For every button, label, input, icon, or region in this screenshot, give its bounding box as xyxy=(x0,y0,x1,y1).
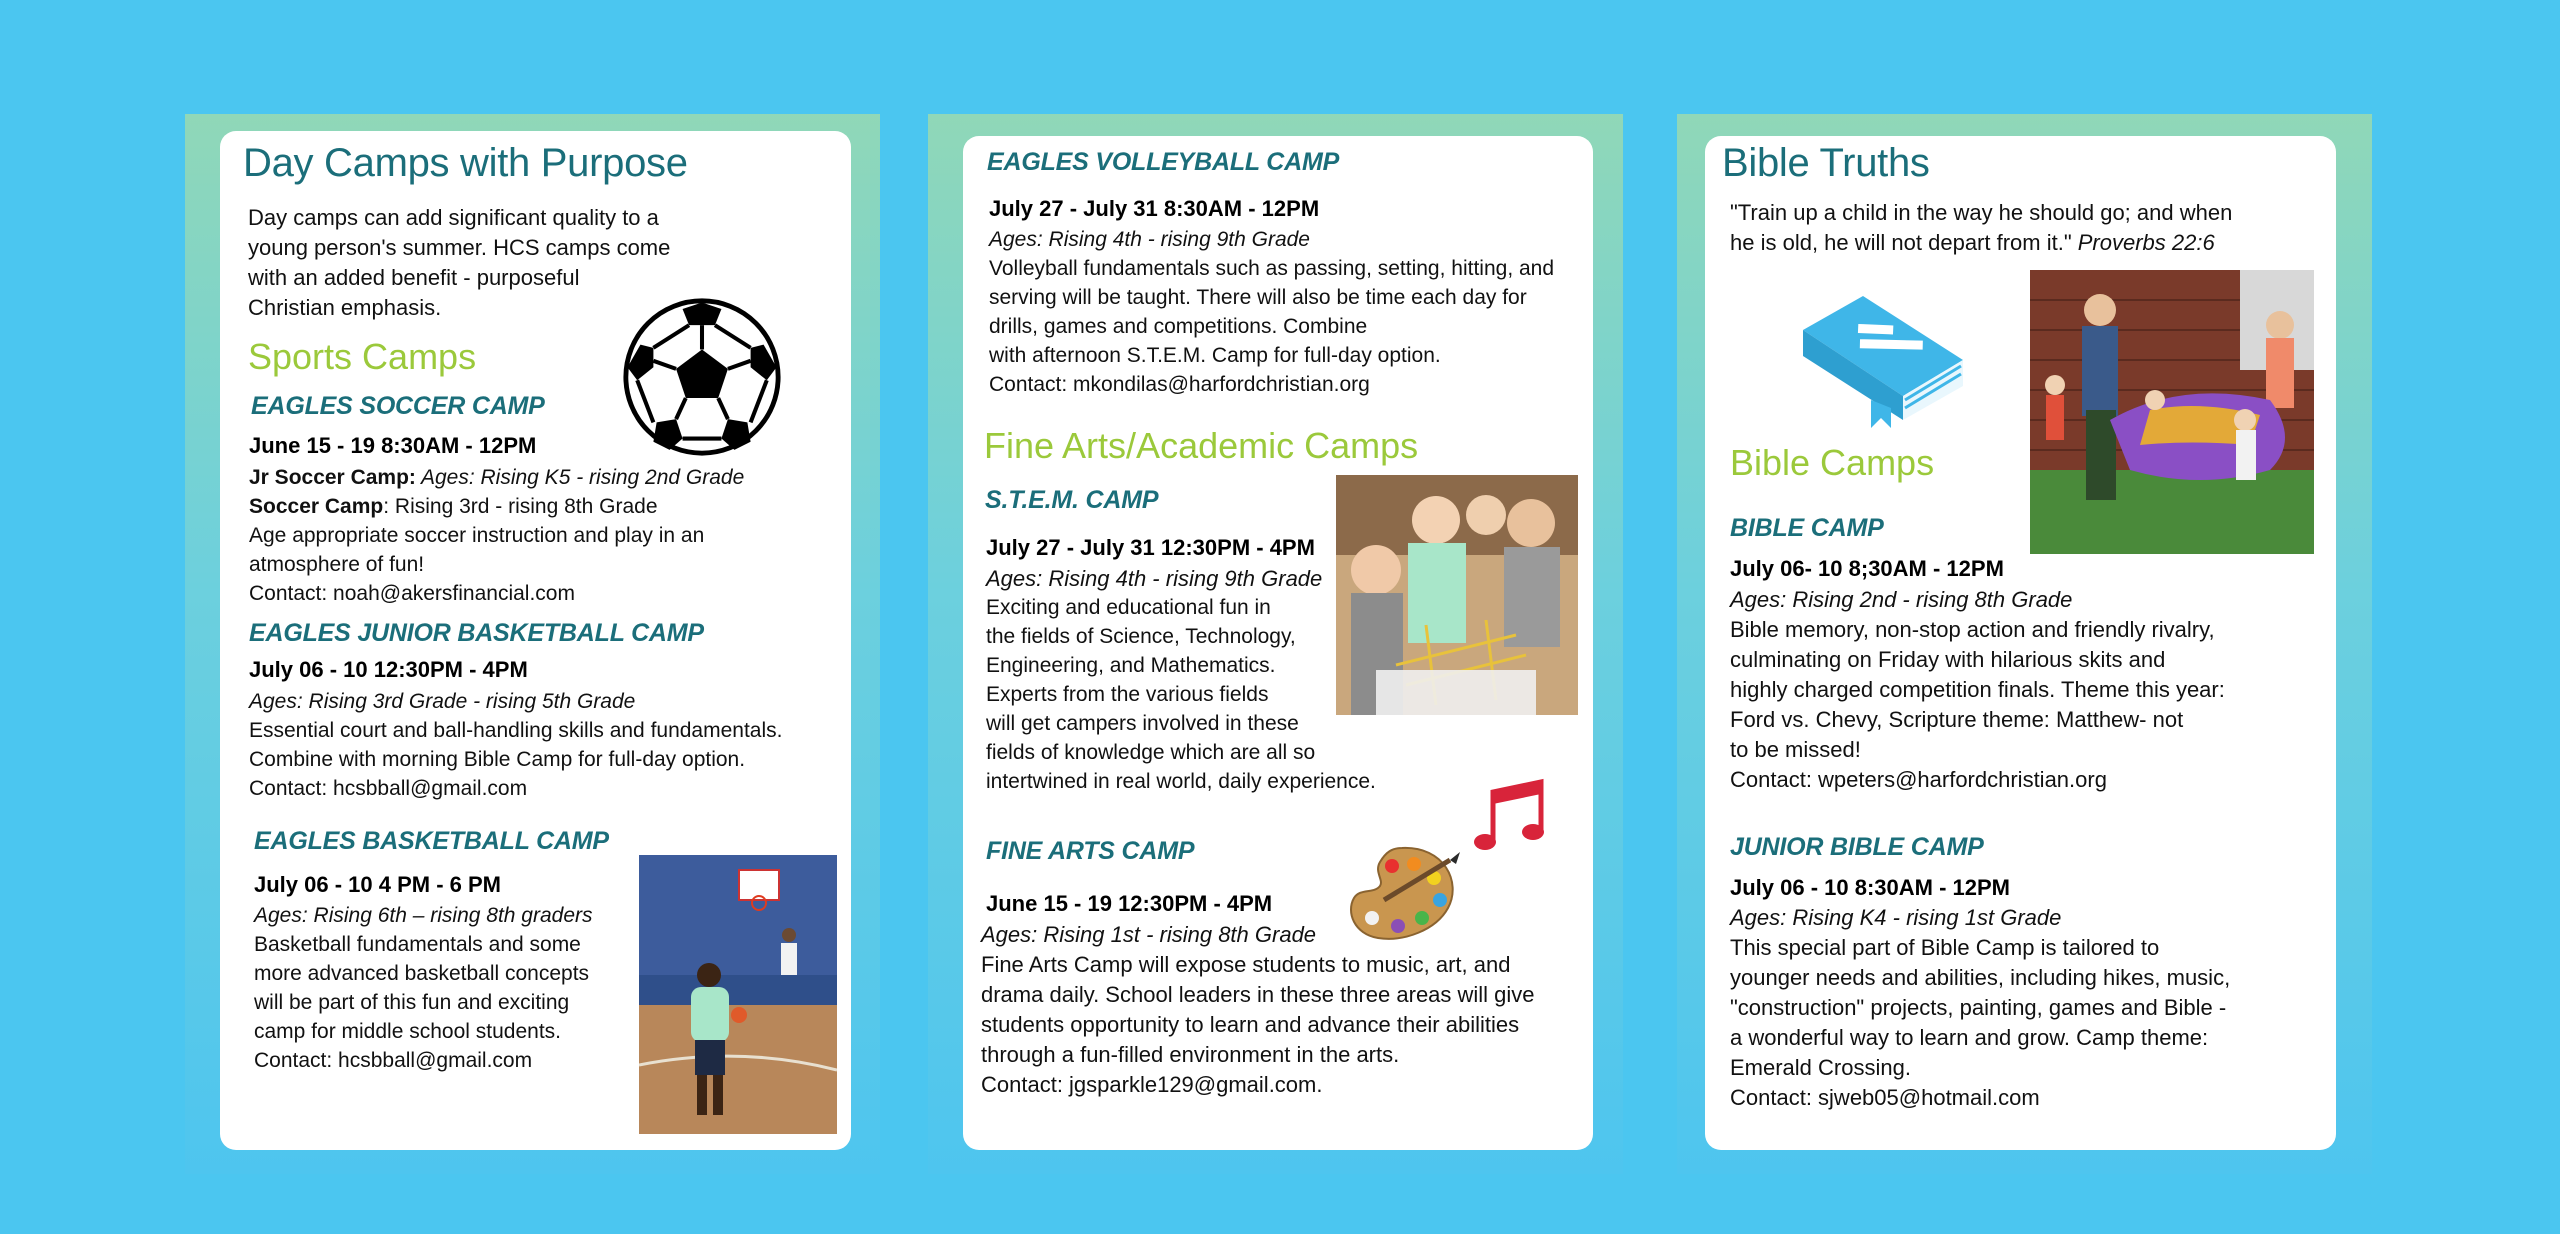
soccer-contact: Contact: noah@akersfinancial.com xyxy=(249,582,575,605)
fine-arts-details xyxy=(981,920,1535,1100)
bible-quote xyxy=(1730,198,2232,258)
bible-desc-line: highly charged competition finals. Theme this year: xyxy=(1730,677,2225,702)
bible-camp-date: July 06- 10 8;30AM - 12PM xyxy=(1730,556,2004,581)
jr-bible-camp-title: JUNIOR BIBLE CAMP xyxy=(1730,833,1984,861)
stem-details xyxy=(986,564,1376,796)
intro-line: Day camps can add significant quality to a xyxy=(248,205,659,230)
basketball-camp-date: July 06 - 10 4 PM - 6 PM xyxy=(254,872,501,897)
stem-ages: Ages: Rising 4th - rising 9th Grade xyxy=(986,566,1323,591)
volleyball-desc-line: with afternoon S.T.E.M. Camp for full-day option. xyxy=(989,344,1441,367)
jr-bible-camp-date: July 06 - 10 8:30AM - 12PM xyxy=(1730,875,2011,900)
basketball-contact: Contact: hcsbball@gmail.com xyxy=(254,1049,533,1072)
stem-desc-line: Engineering, and Mathematics. xyxy=(986,654,1276,677)
intro-text xyxy=(248,203,670,323)
volleyball-ages: Ages: Rising 4th - rising 9th Grade xyxy=(989,228,1310,251)
bible-camp-contact: Contact: wpeters@harfordchristian.org xyxy=(1730,767,2107,792)
bible-truths-title: Bible Truths xyxy=(1722,141,1930,185)
jr-bible-desc-line: "construction" projects, painting, games and Bible - xyxy=(1730,995,2227,1020)
volleyball-details xyxy=(989,225,1554,399)
sports-camps-heading: Sports Camps xyxy=(248,336,477,377)
jr-basketball-desc-line: Essential court and ball-handling skills and fundamentals. xyxy=(249,719,783,742)
jr-bible-ages: Ages: Rising K4 - rising 1st Grade xyxy=(1730,905,2062,930)
fine-arts-contact: Contact: jgsparkle129@gmail.com. xyxy=(981,1072,1323,1097)
page-title: Day Camps with Purpose xyxy=(243,141,688,185)
fine-arts-desc-line: students opportunity to learn and advance their abilities xyxy=(981,1012,1520,1037)
bible-camp-details xyxy=(1730,585,2225,795)
jr-basketball-ages: Ages: Rising 3rd Grade - rising 5th Grade xyxy=(249,690,636,713)
fine-arts-camp-title: FINE ARTS CAMP xyxy=(986,837,1195,865)
volleyball-desc-line: Volleyball fundamentals such as passing, setting, hitting, and xyxy=(989,257,1555,280)
stem-desc-line: Experts from the various fields xyxy=(986,683,1269,706)
jr-basketball-camp-date: July 06 - 10 12:30PM - 4PM xyxy=(249,657,528,682)
fine-arts-desc-line: through a fun-filled environment in the arts. xyxy=(981,1042,1400,1067)
jr-basketball-details xyxy=(249,687,782,803)
soccer-ball-icon xyxy=(621,296,783,458)
quote-reference: Proverbs 22:6 xyxy=(2071,230,2215,255)
children-photo xyxy=(2030,270,2314,554)
quote-line: "Train up a child in the way he should go; and when xyxy=(1730,200,2233,225)
activities-card xyxy=(963,136,1593,1150)
intro-line: young person's summer. HCS camps come xyxy=(248,235,671,260)
stem-desc-line: intertwined in real world, daily experience. xyxy=(986,770,1376,793)
basketball-desc-line: will be part of this fun and exciting xyxy=(254,991,570,1014)
volleyball-camp-title: EAGLES VOLLEYBALL CAMP xyxy=(987,148,1340,176)
basketball-ages: Ages: Rising 6th – rising 8th graders xyxy=(254,904,593,927)
fine-arts-academic-heading: Fine Arts/Academic Camps xyxy=(984,425,1419,466)
bible-camps-heading: Bible Camps xyxy=(1730,442,1935,483)
stem-camp-date: July 27 - July 31 12:30PM - 4PM xyxy=(986,535,1315,560)
jr-bible-desc-line: Emerald Crossing. xyxy=(1730,1055,1911,1080)
basketball-photo xyxy=(639,855,837,1134)
intro-line: with an added benefit - purposeful xyxy=(248,265,580,290)
stem-desc-line: the fields of Science, Technology, xyxy=(986,625,1296,648)
soccer-desc-line: Age appropriate soccer instruction and play in an xyxy=(249,524,705,547)
music-note-icon xyxy=(1471,776,1551,856)
volleyball-camp-date: July 27 - July 31 8:30AM - 12PM xyxy=(989,196,1320,221)
basketball-desc-line: Basketball fundamentals and some xyxy=(254,933,581,956)
stem-desc-line: will get campers involved in these xyxy=(986,712,1299,735)
bible-camp-title: BIBLE CAMP xyxy=(1730,514,1884,542)
fine-arts-camp-date: June 15 - 19 12:30PM - 4PM xyxy=(986,891,1273,916)
bible-truths-card xyxy=(1705,136,2336,1150)
stem-desc-line: fields of knowledge which are all so xyxy=(986,741,1316,764)
volleyball-contact: Contact: mkondilas@harfordchristian.org xyxy=(989,373,1370,396)
stem-desc-line: Exciting and educational fun in xyxy=(986,596,1271,619)
basketball-camp-title: EAGLES BASKETBALL CAMP xyxy=(254,827,609,855)
fine-arts-ages: Ages: Rising 1st - rising 8th Grade xyxy=(981,922,1317,947)
stem-photo xyxy=(1336,475,1578,715)
bible-desc-line: Bible memory, non-stop action and friendly rivalry, xyxy=(1730,617,2215,642)
jr-bible-desc-line: a wonderful way to learn and grow. Camp theme: xyxy=(1730,1025,2209,1050)
jr-bible-contact: Contact: sjweb05@hotmail.com xyxy=(1730,1085,2040,1110)
jr-bible-camp-details xyxy=(1730,903,2230,1113)
fine-arts-desc-line: Fine Arts Camp will expose students to music, art, and xyxy=(981,952,1511,977)
bible-icon xyxy=(1793,290,1973,430)
jr-basketball-contact: Contact: hcsbball@gmail.com xyxy=(249,777,528,800)
quote-line: he is old, he will not depart from it." xyxy=(1730,230,2072,255)
stem-camp-title: S.T.E.M. CAMP xyxy=(985,486,1159,514)
bible-desc-line: culminating on Friday with hilarious skits and xyxy=(1730,647,2166,672)
bible-desc-line: Ford vs. Chevy, Scripture theme: Matthew- not xyxy=(1730,707,2184,732)
intro-line: Christian emphasis. xyxy=(248,295,442,320)
bible-camp-ages: Ages: Rising 2nd - rising 8th Grade xyxy=(1730,587,2073,612)
day-camps-card xyxy=(220,131,851,1150)
jr-bible-desc-line: younger needs and abilities, including hikes, music, xyxy=(1730,965,2231,990)
soccer-desc-line: atmosphere of fun! xyxy=(249,553,425,576)
jr-bible-desc-line: This special part of Bible Camp is tailored to xyxy=(1730,935,2160,960)
volleyball-desc-line: serving will be taught. There will also be time each day for xyxy=(989,286,1527,309)
soccer-camp-title: EAGLES SOCCER CAMP xyxy=(251,392,545,420)
jr-soccer-label: Jr Soccer Camp: xyxy=(249,466,416,489)
basketball-details xyxy=(254,901,593,1075)
bible-desc-line: to be missed! xyxy=(1730,737,1861,762)
soccer-label: Soccer Camp xyxy=(249,495,384,518)
soccer-camp-date: June 15 - 19 8:30AM - 12PM xyxy=(249,433,537,458)
volleyball-desc-line: drills, games and competitions. Combine xyxy=(989,315,1368,338)
fine-arts-desc-line: drama daily. School leaders in these three areas will give xyxy=(981,982,1535,1007)
jr-basketball-desc-line: Combine with morning Bible Camp for full-day option. xyxy=(249,748,746,771)
basketball-desc-line: more advanced basketball concepts xyxy=(254,962,590,985)
soccer-ages: : Rising 3rd - rising 8th Grade xyxy=(383,495,658,518)
jr-basketball-camp-title: EAGLES JUNIOR BASKETBALL CAMP xyxy=(249,619,704,647)
jr-soccer-ages: Ages: Rising K5 - rising 2nd Grade xyxy=(415,466,745,489)
basketball-desc-line: camp for middle school students. xyxy=(254,1020,561,1043)
soccer-camp-details xyxy=(249,463,744,608)
